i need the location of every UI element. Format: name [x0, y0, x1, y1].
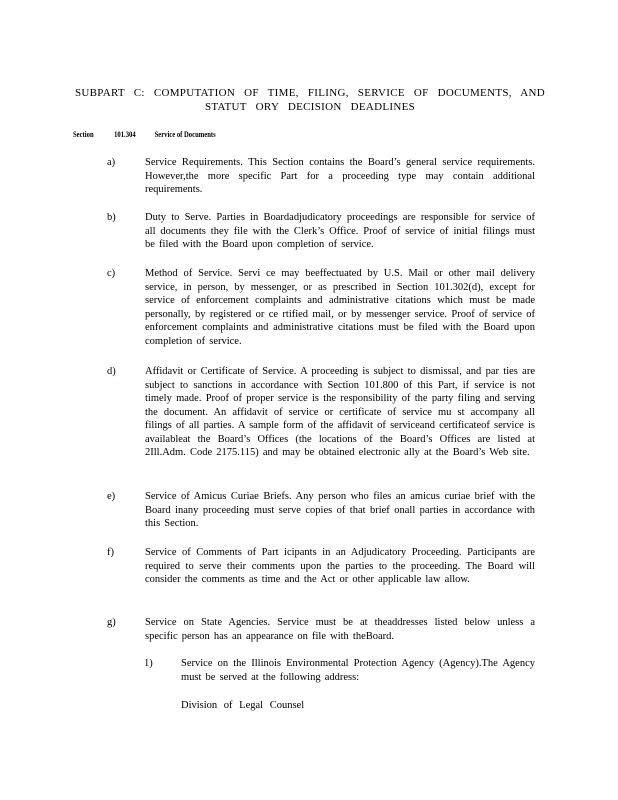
item-text: Service Requirements. This Section contains the Board’s general service requirements. However,the more specific Part for a proceeding type may contain additional requirements.	[145, 157, 535, 195]
item-label: b)	[107, 212, 116, 223]
item-label: e)	[107, 491, 116, 502]
item-text: Method of Service. Servi ce may beeffectuated by U.S. Mail or other mail delivery service, in person, by messenger, or as prescribed in Section 101.302(d), except for service of enforcement complaints and administrative citations which must be made personally, by registered or ce rtified mail, or by messenger service. Proof of service of enforcement complaints and administrative citations must be filed with the Board upon completion of service.	[145, 268, 535, 347]
item-label: d)	[107, 366, 116, 377]
item-label: c)	[107, 268, 116, 279]
subitem-text: Service on the Illinois Environmental Protection Agency (Agency).The Agency must be served at the following address:	[181, 658, 535, 683]
item-text: Affidavit or Certificate of Service. A proceeding is subject to dismissal, and par ties are subject to sanctions in accordance with Section 101.800 of this Part, if service is not timely made. Proof of proper service is the responsibility of the party filing and serving the document. An affidavit of service or certificate of service mu st accompany all filings of all parties. A sample form of the affidavit of serviceand certificateof service is availableat the Board’s Offices (the locations of the Board’s Offices are listed at 2Ill.Adm. Code 2175.115) and may be obtained electronic ally at the Board’s Web site.	[145, 366, 535, 458]
page-title	[60, 86, 560, 114]
title-line-1: SUBPART C: COMPUTATION OF TIME, FILING, SERVICE OF DOCUMENTS, AND	[75, 87, 545, 99]
item-label: f)	[107, 547, 114, 558]
section-heading	[73, 129, 216, 139]
item-label: a)	[107, 157, 116, 168]
item-text: Service of Amicus Curiae Briefs. Any person who files an amicus curiae brief with the Board inany proceeding must serve copies of that brief onall parties in accordance with this Section.	[145, 491, 535, 529]
section-title: Service of Documents	[154, 129, 216, 139]
section-number: 101.304	[114, 129, 136, 139]
item-label: g)	[107, 617, 116, 628]
item-text: Service of Comments of Part icipants in an Adjudicatory Proceeding. Participants are required to serve their comments upon the parties to the proceeding. The Board will consider the comments as time and the Act or other applicable law allow.	[145, 547, 535, 585]
item-text: Service on State Agencies. Service must be at theaddresses listed below unless a specific person has an appearance on file with theBoard.	[145, 617, 535, 642]
section-label: Section	[73, 129, 94, 139]
subitem-label: 1)	[144, 658, 153, 669]
address-line: Division of Legal Counsel	[181, 700, 305, 711]
item-text: Duty to Serve. Parties in Boardadjudicatory proceedings are responsible for service of all documents they file with the Clerk’s Office. Proof of service of initial filings must be filed with the Board upon completion of service.	[145, 212, 535, 250]
title-line-2: STATUT ORY DECISION DEADLINES	[204, 101, 416, 113]
